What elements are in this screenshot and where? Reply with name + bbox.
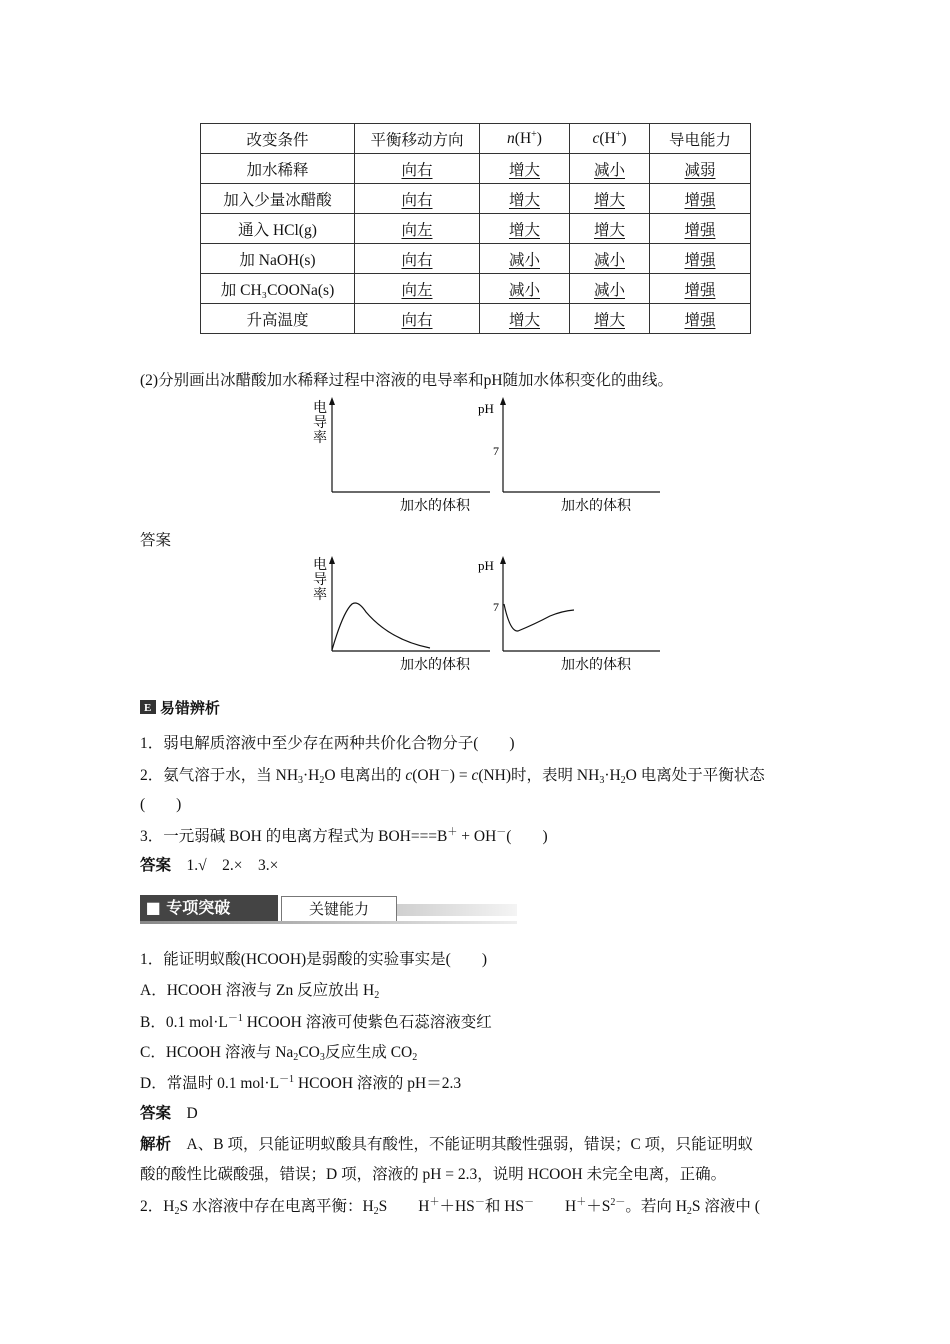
value-cell: 向左 — [355, 274, 480, 304]
answer-label: 答案 — [140, 532, 172, 549]
value-cell: 向右 — [355, 244, 480, 274]
banner-underline — [140, 921, 517, 924]
answer-ph-graph — [478, 556, 660, 673]
blank-graphs — [300, 395, 660, 520]
table-header: 改变条件 — [201, 124, 355, 154]
condition-cell: 加 CH₃COONa(s) — [201, 274, 355, 304]
value-cell: 增强 — [650, 184, 751, 214]
value-cell: 减弱 — [650, 154, 751, 184]
ph-curve — [504, 604, 574, 631]
table-row — [201, 154, 751, 184]
table-header: n(H+) — [480, 124, 570, 154]
question1-analysis-cont: 酸的酸性比碳酸强，错误；D 项，溶液的 pH = 2.3，说明 HCOOH 未完全电离，正确。 — [140, 1166, 727, 1183]
cond-ylabel-char: 率 — [313, 431, 327, 446]
value-cell: 减小 — [480, 244, 570, 274]
value-cell: 向右 — [355, 304, 480, 334]
cond-ylabel-char: 导 — [313, 416, 327, 431]
table-row — [201, 214, 751, 244]
table-header: 平衡移动方向 — [355, 124, 480, 154]
answer-conductivity-graph — [313, 556, 490, 673]
value-cell: 增大 — [570, 304, 650, 334]
table-header: c(H+) — [570, 124, 650, 154]
blank-ph-graph — [478, 397, 660, 514]
value-cell: 向左 — [355, 214, 480, 244]
value-cell: 减小 — [480, 274, 570, 304]
question2-stem: 2．$H_2S$ 水溶液中存在电离平衡：$H_2S$ H＋＋HS－和 HS－ $H^++S^{2-}$。若向 $H_2S$ 溶液中 ( — [140, 1197, 760, 1217]
svg-text:E: E — [144, 702, 152, 714]
easy-error-item: 2．氨气溶于水，当 $NH_3\cdot H_2O$ 电离出的 c(OH－) = c(NH)时，表明 $NH_3\cdot H_2O$ 电离处于平衡状态 — [140, 766, 765, 786]
x-axis-label: 加水的体积 — [561, 499, 631, 514]
easy-errors-heading — [140, 697, 220, 718]
banner-title: ■ 专项突破 — [140, 895, 278, 921]
value-cell: 增大 — [480, 304, 570, 334]
ph-ylabel: pH — [478, 558, 494, 573]
blank-conductivity-graph — [313, 397, 490, 514]
question1-option-d: D．常温时 0.1 $mol\cdot L^{-1}$ HCOOH 溶液的 pH＝2.3 — [140, 1074, 462, 1092]
value-cell: 增大 — [570, 214, 650, 244]
x-axis-label: 加水的体积 — [400, 658, 470, 673]
easy-errors-answer: 答案 1.√ 2.× 3.× — [140, 857, 279, 874]
easy-error-item: 3．一元弱碱 BOH 的电离方程式为 BOH===B＋ + OH－( ) — [140, 827, 548, 845]
question1-option-b: B．0.1 $mol\cdot L^{-1}$ HCOOH 溶液可使紫色石蕊溶液变红 — [140, 1013, 492, 1031]
condition-cell: 加 NaOH(s) — [201, 244, 355, 274]
question1-option-a: A．HCOOH 溶液与 Zn 反应放出 $H_2$ — [140, 982, 380, 1001]
value-cell: 增强 — [650, 304, 751, 334]
question1-answer: 答案 D — [140, 1105, 198, 1122]
value-cell: 增大 — [570, 184, 650, 214]
banner-subtitle: 关键能力 — [281, 896, 397, 922]
cond-ylabel-char: 率 — [313, 588, 327, 603]
ph-tick-7: 7 — [493, 600, 499, 614]
value-cell: 增强 — [650, 274, 751, 304]
q2-text: (2)分别画出冰醋酸加水稀释过程中溶液的电导率和pH随加水体积变化的曲线。 — [140, 372, 674, 389]
cond-ylabel-char: 电 — [313, 558, 327, 573]
easy-errors-title: 易错辨析 — [159, 699, 220, 717]
question1-option-c: C．HCOOH 溶液与 $Na_2CO_3$反应生成 $CO_2$ — [140, 1044, 418, 1063]
cond-ylabel-char: 电 — [313, 401, 327, 416]
table-header: 导电能力 — [650, 124, 751, 154]
easy-error-item: 1．弱电解质溶液中至少存在两种共价化合物分子( ) — [140, 735, 515, 752]
table-row — [201, 184, 751, 214]
condition-cell: 加入少量冰醋酸 — [201, 184, 355, 214]
x-axis-label: 加水的体积 — [400, 499, 470, 514]
e-box-icon — [140, 700, 156, 714]
easy-error-item: ( ) — [140, 796, 182, 813]
table-row — [201, 244, 751, 274]
cond-ylabel-char: 导 — [313, 573, 327, 588]
table-row — [201, 274, 751, 304]
condition-cell: 升高温度 — [201, 304, 355, 334]
condition-cell: 加水稀释 — [201, 154, 355, 184]
value-cell: 增大 — [480, 184, 570, 214]
value-cell: 减小 — [570, 154, 650, 184]
ph-tick-7: 7 — [493, 444, 499, 458]
value-cell: 向右 — [355, 154, 480, 184]
question1-analysis: 解析 A、B 项，只能证明蚁酸具有酸性，不能证明其酸性强弱，错误；C 项，只能证明蚁 — [140, 1136, 754, 1153]
conductivity-curve — [332, 603, 430, 650]
value-cell: 增大 — [480, 214, 570, 244]
condition-table — [200, 123, 751, 334]
value-cell: 增强 — [650, 244, 751, 274]
x-axis-label: 加水的体积 — [561, 658, 631, 673]
ph-ylabel: pH — [478, 401, 494, 416]
banner-fade — [395, 904, 517, 916]
question1-stem: 1．能证明蚁酸(HCOOH)是弱酸的实验事实是( ) — [140, 951, 488, 968]
value-cell: 增大 — [480, 154, 570, 184]
table-row — [201, 304, 751, 334]
table-header-row — [201, 124, 751, 154]
value-cell: 向右 — [355, 184, 480, 214]
value-cell: 减小 — [570, 274, 650, 304]
answer-graphs — [300, 552, 660, 677]
value-cell: 增强 — [650, 214, 751, 244]
condition-cell: 通入 HCl(g) — [201, 214, 355, 244]
value-cell: 减小 — [570, 244, 650, 274]
